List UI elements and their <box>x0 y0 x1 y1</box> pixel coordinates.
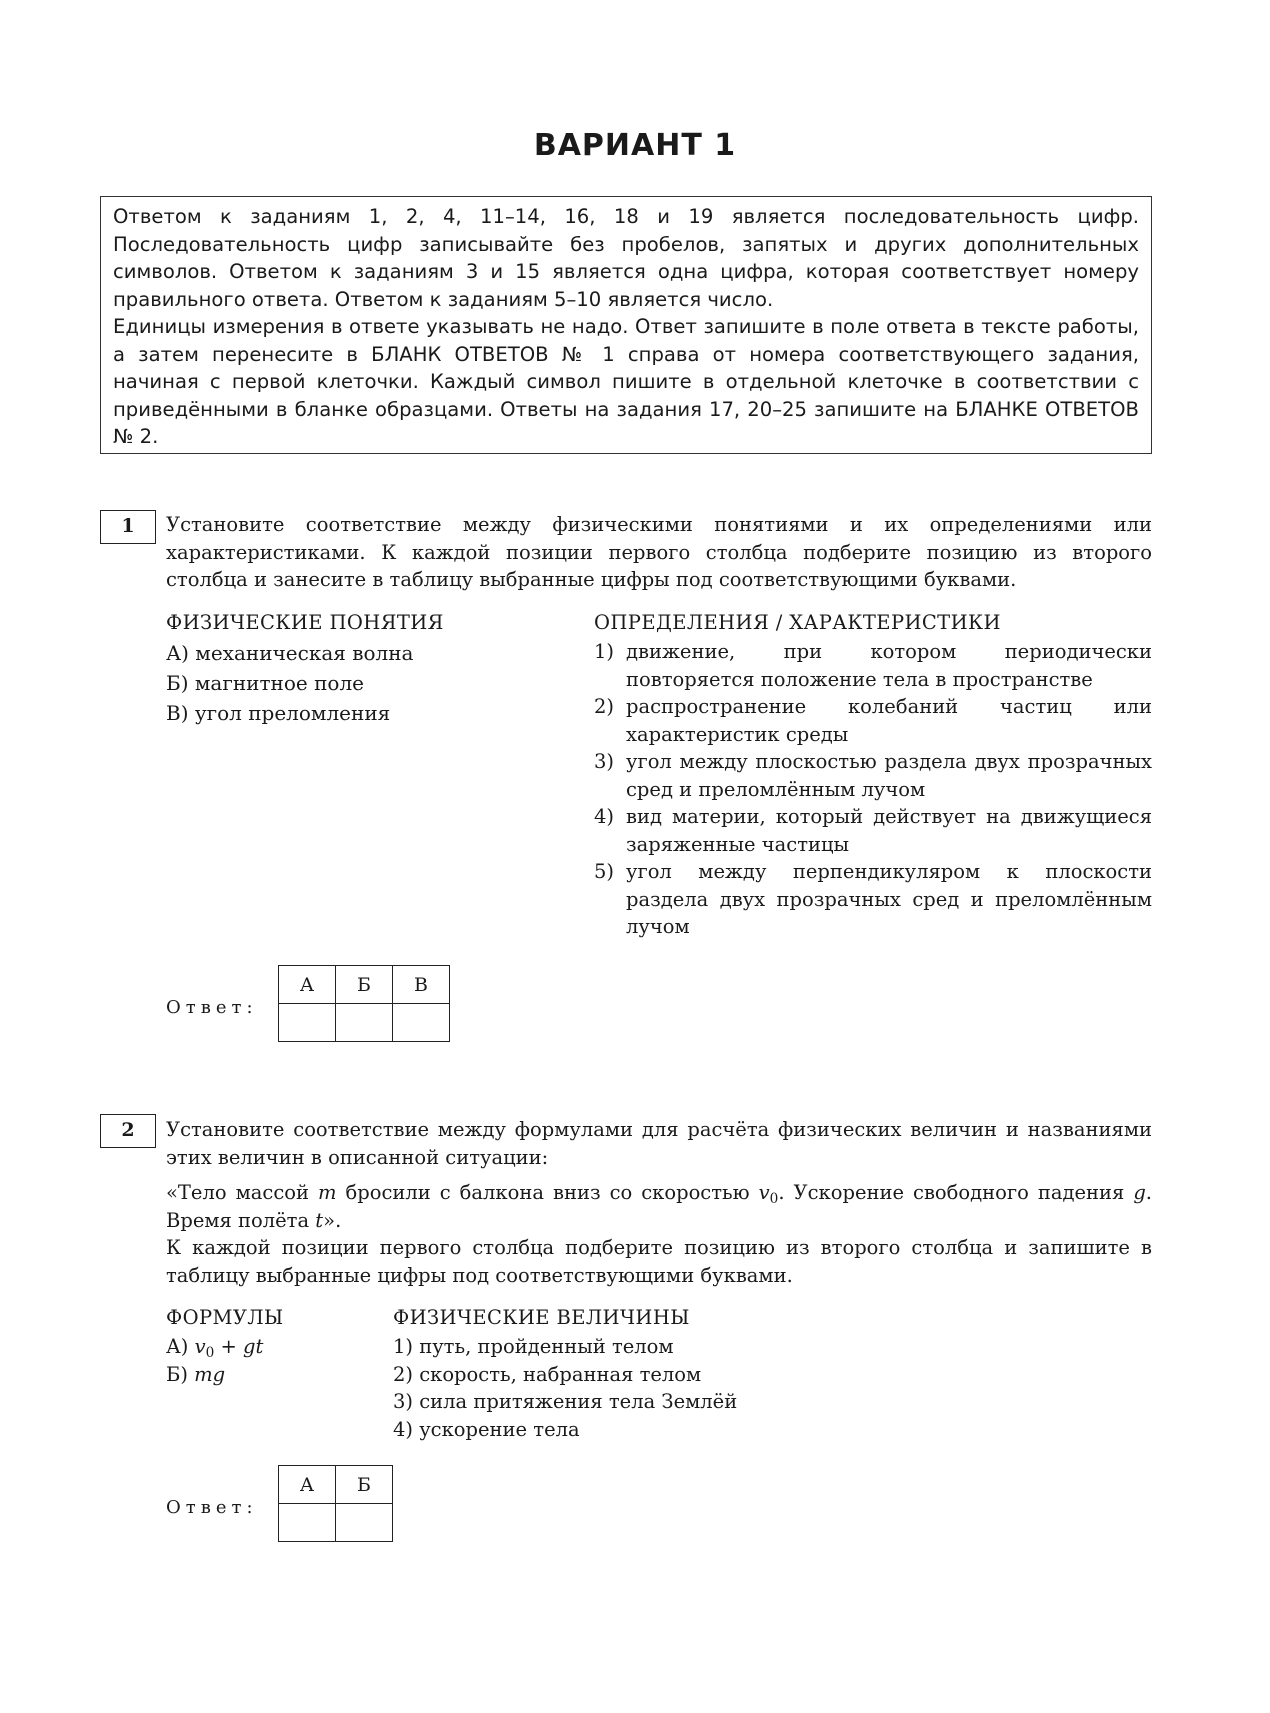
subscript: 0 <box>205 1345 215 1361</box>
answer-cell[interactable] <box>279 1004 336 1042</box>
formula-a <box>166 1333 386 1361</box>
task-1-answer-table <box>278 965 450 1042</box>
task-2-left-header: ФОРМУЛЫ <box>166 1306 284 1329</box>
task-1-left-item: В) угол преломления <box>166 701 391 725</box>
answer-cell[interactable] <box>279 1504 336 1542</box>
task-2-prompt <box>166 1116 1152 1289</box>
task-1-right-header: ОПРЕДЕЛЕНИЯ / ХАРАКТЕРИСТИКИ <box>594 611 1001 634</box>
situation-text: бросили с балкона вниз со скоростью <box>336 1181 759 1204</box>
variable-m: m <box>317 1181 337 1204</box>
variable-g: g <box>1133 1181 1146 1204</box>
formula-rest: + gt <box>214 1335 264 1358</box>
task-1-right-item <box>594 693 1152 748</box>
task-1-right-column <box>594 608 1152 941</box>
variable-v: v <box>758 1181 770 1204</box>
item-number: 1) <box>594 640 615 663</box>
answer-column-header: В <box>393 966 450 1004</box>
formula-b <box>166 1361 386 1389</box>
task-2-right-item: 3) сила притяжения тела Землёй <box>393 1390 738 1413</box>
variable-t: t <box>315 1208 324 1232</box>
task-1-left-header: ФИЗИЧЕСКИЕ ПОНЯТИЯ <box>166 611 444 634</box>
task-2-right-item: 1) путь, пройденный телом <box>393 1335 674 1358</box>
subscript: 0 <box>769 1191 779 1207</box>
item-text: движение, при котором периодически повторяется положение тела в пространстве <box>626 640 1152 691</box>
page-title: ВАРИАНТ 1 <box>533 128 737 163</box>
item-text: вид материи, который действует на движущиеся заряженные частицы <box>626 805 1152 856</box>
formula-label: А) <box>166 1335 189 1358</box>
instructions-paragraph: Единицы измерения в ответе указывать не надо. Ответ запишите в поле ответа в тексте работы, а затем перенесите в БЛАНК ОТВЕТОВ № 1 справа от номера соответствующего задания, начиная с первой клеточки. Каждый символ пишите в отдельной клеточке в соответствии с приведёнными в бланке образцами. Ответы на задания 17, 20–25 запишите на БЛАНКЕ ОТВЕТОВ № 2. <box>113 315 1139 448</box>
item-number: 2) <box>594 695 615 718</box>
task-number-1: 1 <box>100 510 156 544</box>
task-number-2: 2 <box>100 1114 156 1148</box>
item-number: 3) <box>594 750 615 773</box>
task-1-answer-label: Ответ: <box>166 997 258 1018</box>
answer-column-header: А <box>279 966 336 1004</box>
situation-text: . Ускорение свободного падения <box>778 1181 1134 1204</box>
task-2-right-item: 2) скорость, набранная телом <box>393 1362 702 1386</box>
task-1-prompt-text: Установите соответствие между физическими понятиями и их определениями или характеристиками. К каждой позиции первого столбца подберите позицию из второго столбца и занесите в таблицу выбранные цифры под соответствующими буквами. <box>166 513 1152 591</box>
task-2-answer-label: Ответ: <box>166 1497 258 1518</box>
situation-text: «Тело массой <box>166 1181 318 1204</box>
item-text: угол между плоскостью раздела двух прозрачных сред и преломлённым лучом <box>626 750 1152 801</box>
answer-cell[interactable] <box>336 1504 393 1542</box>
item-text: угол между перпендикуляром к плоскости раздела двух прозрачных сред и преломлённым лучом <box>626 860 1152 938</box>
task-1-right-item <box>594 803 1152 858</box>
task-2-left-column <box>166 1303 386 1388</box>
situation-text: . Время полёта <box>166 1181 1152 1232</box>
answer-column-header: Б <box>336 966 393 1004</box>
answer-column-header: А <box>279 1466 336 1504</box>
task-1-left-item: Б) магнитное поле <box>166 671 365 695</box>
task-1-right-item <box>594 638 1152 693</box>
instructions-paragraph: Ответом к заданиям 1, 2, 4, 11–14, 16, 18 и 19 является последовательность цифр. Последовательность цифр записывайте без пробелов, запятых и других дополнительных символов. Ответом к заданиям 3 и 15 является одна цифра, которая соответствует номеру правильного ответа. Ответом к заданиям 5–10 является число. <box>113 205 1139 311</box>
task-1-prompt <box>166 511 1152 594</box>
task-2-right-column <box>393 1303 993 1443</box>
situation-text: ». <box>323 1208 342 1232</box>
formula-label: Б) <box>166 1362 188 1386</box>
task-1-right-item <box>594 858 1152 941</box>
task-1-left-column <box>166 608 566 728</box>
task-2-answer-table <box>278 1465 393 1542</box>
answer-cell[interactable] <box>336 1004 393 1042</box>
variable-v: v <box>194 1335 206 1358</box>
answer-column-header: Б <box>336 1466 393 1504</box>
task-2-right-header: ФИЗИЧЕСКИЕ ВЕЛИЧИНЫ <box>393 1306 690 1329</box>
task-2-situation <box>166 1179 1152 1234</box>
item-number: 4) <box>594 805 615 828</box>
answer-cell[interactable] <box>393 1004 450 1042</box>
formula-expr: mg <box>194 1362 226 1386</box>
task-1-right-item <box>594 748 1152 803</box>
task-1-left-item: А) механическая волна <box>166 641 414 665</box>
item-number: 5) <box>594 860 615 883</box>
instructions-box <box>100 196 1152 454</box>
item-text: распространение колебаний частиц или характеристик среды <box>626 695 1152 746</box>
task-2-instruction: К каждой позиции первого столбца подберите позицию из второго столбца и запишите в таблицу выбранные цифры под соответствующими буквами. <box>166 1236 1152 1287</box>
task-2-prompt-text: Установите соответствие между формулами для расчёта физических величин и названиями этих величин в описанной ситуации: <box>166 1118 1152 1169</box>
task-2-right-item: 4) ускорение тела <box>393 1417 580 1441</box>
